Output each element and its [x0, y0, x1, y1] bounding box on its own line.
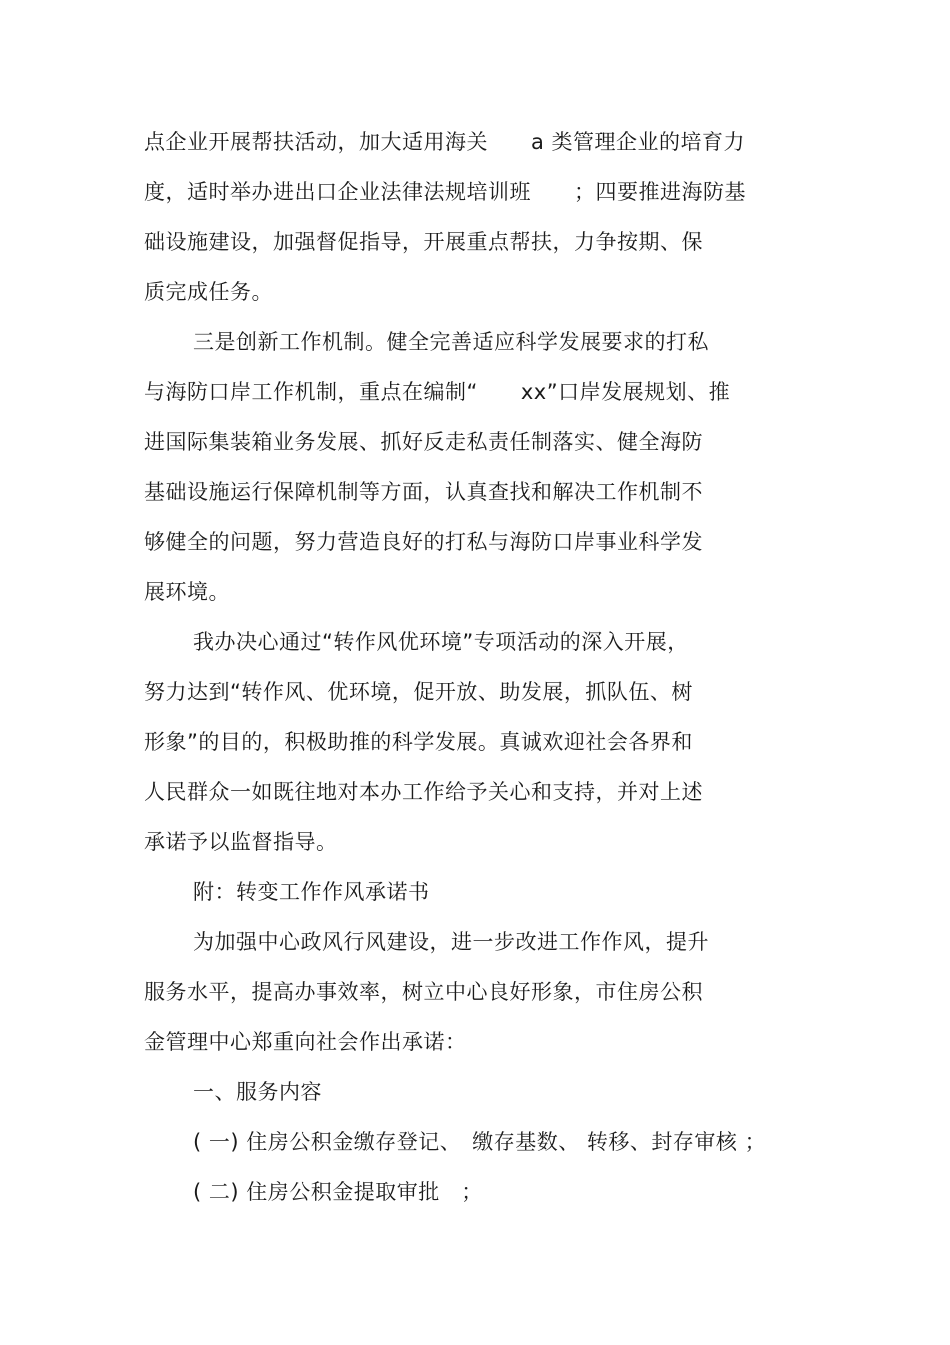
paragraph-line: 度，适时举办进出口企业法律法规培训班 ；四要推进海防基 [144, 180, 746, 204]
paragraph-line: 够健全的问题，努力营造良好的打私与海防口岸事业科学发 [144, 530, 703, 554]
paragraph-line: 形象”的目的，积极助推的科学发展。真诚欢迎社会各界和 [144, 730, 693, 754]
attachment-title: 附：转变工作作风承诺书 [193, 880, 430, 904]
paragraph-line: 人民群众一如既往地对本办工作给予关心和支持，并对上述 [144, 780, 703, 804]
paragraph-line: 为加强中心政风行风建设，进一步改进工作作风，提升 [193, 930, 709, 954]
paragraph-line: 础设施建设，加强督促指导，开展重点帮扶，力争按期、保 [144, 230, 703, 254]
paragraph-line: 金管理中心郑重向社会作出承诺： [144, 1030, 467, 1054]
paragraph-line: 点企业开展帮扶活动，加大适用海关 a 类管理企业的培育力 [144, 130, 746, 154]
paragraph-line: 承诺予以监督指导。 [144, 830, 338, 854]
paragraph-line: 努力达到“转作风、优环境，促开放、助发展，抓队伍、树 [144, 680, 693, 704]
paragraph-line: 基础设施运行保障机制等方面，认真查找和解决工作机制不 [144, 480, 703, 504]
paragraph-line: 与海防口岸工作机制，重点在编制“ xx”口岸发展规划、推 [144, 380, 731, 404]
list-item: ( 一) 住房公积金缴存登记、 缴存基数、 转移、封存审核 ； [193, 1130, 767, 1154]
paragraph-line: 展环境。 [144, 580, 230, 604]
list-item: ( 二) 住房公积金提取审批 ； [193, 1180, 483, 1204]
paragraph-line: 进国际集装箱业务发展、抓好反走私责任制落实、健全海防 [144, 430, 703, 454]
paragraph-line: 服务水平，提高办事效率，树立中心良好形象，市住房公积 [144, 980, 703, 1004]
paragraph-line: 三是创新工作机制。健全完善适应科学发展要求的打私 [193, 330, 709, 354]
paragraph-line: 我办决心通过“转作风优环境”专项活动的深入开展， [193, 630, 689, 654]
paragraph-line: 质完成任务。 [144, 280, 273, 304]
section-heading: 一、服务内容 [193, 1080, 322, 1104]
